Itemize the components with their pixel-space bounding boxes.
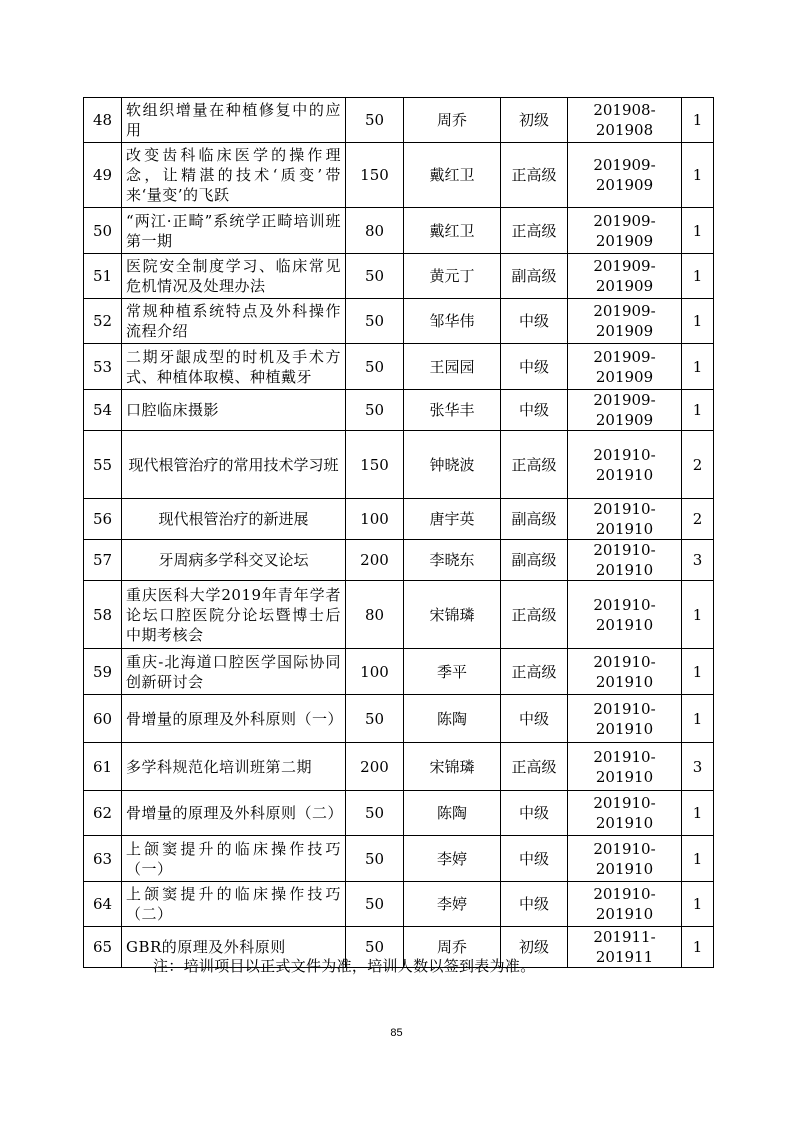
participant-count: 50 [346, 927, 404, 968]
table-row [84, 431, 714, 499]
lecturer: 李婷 [404, 882, 501, 927]
credit: 1 [682, 299, 714, 344]
credit: 1 [682, 390, 714, 431]
title-level: 初级 [501, 927, 568, 968]
participant-count: 100 [346, 499, 404, 540]
credit: 1 [682, 695, 714, 743]
period: 201911-201911 [568, 927, 682, 968]
table-row [84, 836, 714, 882]
table-row [84, 581, 714, 649]
course-name: 常规种植系统特点及外科操作流程介绍 [122, 299, 346, 344]
course-name: 多学科规范化培训班第二期 [122, 743, 346, 791]
lecturer: 宋锦璘 [404, 581, 501, 649]
participant-count: 50 [346, 98, 404, 143]
period: 201909-201909 [568, 143, 682, 208]
participant-count: 50 [346, 344, 404, 390]
course-name: 改变齿科临床医学的操作理念，让精湛的技术‘质变’带来‘量变’的飞跃 [122, 143, 346, 208]
title-level: 副高级 [501, 540, 568, 581]
course-name: 牙周病多学科交叉论坛 [122, 540, 346, 581]
lecturer: 钟晓波 [404, 431, 501, 499]
period: 201909-201909 [568, 344, 682, 390]
course-name: 上颌窦提升的临床操作技巧（二） [122, 882, 346, 927]
lecturer: 邹华伟 [404, 299, 501, 344]
row-number: 60 [84, 695, 122, 743]
row-number: 56 [84, 499, 122, 540]
row-number: 63 [84, 836, 122, 882]
title-level: 初级 [501, 98, 568, 143]
table-footnote: 注：培训项目以正式文件为准，培训人数以签到表为准。 [153, 957, 536, 975]
training-table [83, 97, 714, 968]
course-name: 上颌窦提升的临床操作技巧（一） [122, 836, 346, 882]
table-row [84, 882, 714, 927]
row-number: 50 [84, 208, 122, 254]
period: 201910-201910 [568, 431, 682, 499]
credit: 3 [682, 540, 714, 581]
participant-count: 100 [346, 649, 404, 695]
row-number: 48 [84, 98, 122, 143]
lecturer: 陈陶 [404, 791, 501, 836]
title-level: 副高级 [501, 254, 568, 299]
table-row [84, 344, 714, 390]
row-number: 49 [84, 143, 122, 208]
participant-count: 80 [346, 581, 404, 649]
lecturer: 黄元丁 [404, 254, 501, 299]
course-name: 医院安全制度学习、临床常见危机情况及处理办法 [122, 254, 346, 299]
title-level: 副高级 [501, 499, 568, 540]
row-number: 58 [84, 581, 122, 649]
row-number: 51 [84, 254, 122, 299]
title-level: 正高级 [501, 581, 568, 649]
table-row [84, 98, 714, 143]
title-level: 中级 [501, 299, 568, 344]
lecturer: 李婷 [404, 836, 501, 882]
title-level: 中级 [501, 344, 568, 390]
course-name: 重庆医科大学2019年青年学者论坛口腔医院分论坛暨博士后中期考核会 [122, 581, 346, 649]
table-row [84, 791, 714, 836]
participant-count: 50 [346, 836, 404, 882]
credit: 2 [682, 499, 714, 540]
participant-count: 150 [346, 143, 404, 208]
period: 201910-201910 [568, 836, 682, 882]
course-name: 骨增量的原理及外科原则（一） [122, 695, 346, 743]
lecturer: 王园园 [404, 344, 501, 390]
title-level: 正高级 [501, 431, 568, 499]
table-row [84, 299, 714, 344]
course-name: 二期牙龈成型的时机及手术方式、种植体取模、种植戴牙 [122, 344, 346, 390]
credit: 1 [682, 254, 714, 299]
course-name: 口腔临床摄影 [122, 390, 346, 431]
title-level: 中级 [501, 882, 568, 927]
table-row [84, 143, 714, 208]
table-row [84, 649, 714, 695]
row-number: 64 [84, 882, 122, 927]
lecturer: 陈陶 [404, 695, 501, 743]
period: 201909-201909 [568, 299, 682, 344]
period: 201909-201909 [568, 390, 682, 431]
participant-count: 200 [346, 743, 404, 791]
period: 201910-201910 [568, 540, 682, 581]
period: 201910-201910 [568, 882, 682, 927]
period: 201910-201910 [568, 743, 682, 791]
participant-count: 50 [346, 390, 404, 431]
credit: 1 [682, 649, 714, 695]
table-row [84, 743, 714, 791]
row-number: 53 [84, 344, 122, 390]
row-number: 62 [84, 791, 122, 836]
credit: 1 [682, 143, 714, 208]
credit: 1 [682, 98, 714, 143]
table-row [84, 208, 714, 254]
lecturer: 戴红卫 [404, 208, 501, 254]
participant-count: 200 [346, 540, 404, 581]
table-row [84, 390, 714, 431]
period: 201909-201909 [568, 208, 682, 254]
course-name: 骨增量的原理及外科原则（二） [122, 791, 346, 836]
table-row [84, 540, 714, 581]
page-number: 85 [390, 1027, 403, 1039]
row-number: 54 [84, 390, 122, 431]
period: 201909-201909 [568, 254, 682, 299]
credit: 1 [682, 344, 714, 390]
credit: 2 [682, 431, 714, 499]
credit: 1 [682, 208, 714, 254]
period: 201910-201910 [568, 695, 682, 743]
credit: 1 [682, 882, 714, 927]
period: 201910-201910 [568, 791, 682, 836]
period: 201908-201908 [568, 98, 682, 143]
lecturer: 周乔 [404, 927, 501, 968]
lecturer: 戴红卫 [404, 143, 501, 208]
period: 201910-201910 [568, 499, 682, 540]
row-number: 65 [84, 927, 122, 968]
course-name: GBR的原理及外科原则 [122, 927, 346, 968]
title-level: 中级 [501, 695, 568, 743]
title-level: 中级 [501, 836, 568, 882]
participant-count: 50 [346, 882, 404, 927]
row-number: 57 [84, 540, 122, 581]
table-row [84, 695, 714, 743]
credit: 3 [682, 743, 714, 791]
title-level: 中级 [501, 791, 568, 836]
course-name: 现代根管治疗的新进展 [122, 499, 346, 540]
table-row [84, 499, 714, 540]
credit: 1 [682, 791, 714, 836]
title-level: 中级 [501, 390, 568, 431]
credit: 1 [682, 581, 714, 649]
credit: 1 [682, 836, 714, 882]
row-number: 55 [84, 431, 122, 499]
lecturer: 李晓东 [404, 540, 501, 581]
title-level: 正高级 [501, 208, 568, 254]
lecturer: 季平 [404, 649, 501, 695]
course-name: 软组织增量在种植修复中的应用 [122, 98, 346, 143]
row-number: 59 [84, 649, 122, 695]
participant-count: 50 [346, 299, 404, 344]
title-level: 正高级 [501, 143, 568, 208]
credit: 1 [682, 927, 714, 968]
course-name: 重庆-北海道口腔医学国际协同创新研讨会 [122, 649, 346, 695]
course-name: “两江·正畸”系统学正畸培训班第一期 [122, 208, 346, 254]
table-row [84, 254, 714, 299]
lecturer: 唐宇英 [404, 499, 501, 540]
lecturer: 张华丰 [404, 390, 501, 431]
participant-count: 50 [346, 791, 404, 836]
participant-count: 50 [346, 254, 404, 299]
row-number: 52 [84, 299, 122, 344]
row-number: 61 [84, 743, 122, 791]
title-level: 正高级 [501, 649, 568, 695]
participant-count: 50 [346, 695, 404, 743]
participant-count: 80 [346, 208, 404, 254]
period: 201910-201910 [568, 649, 682, 695]
period: 201910-201910 [568, 581, 682, 649]
lecturer: 周乔 [404, 98, 501, 143]
participant-count: 150 [346, 431, 404, 499]
title-level: 正高级 [501, 743, 568, 791]
lecturer: 宋锦璘 [404, 743, 501, 791]
course-name: 现代根管治疗的常用技术学习班 [122, 431, 346, 499]
